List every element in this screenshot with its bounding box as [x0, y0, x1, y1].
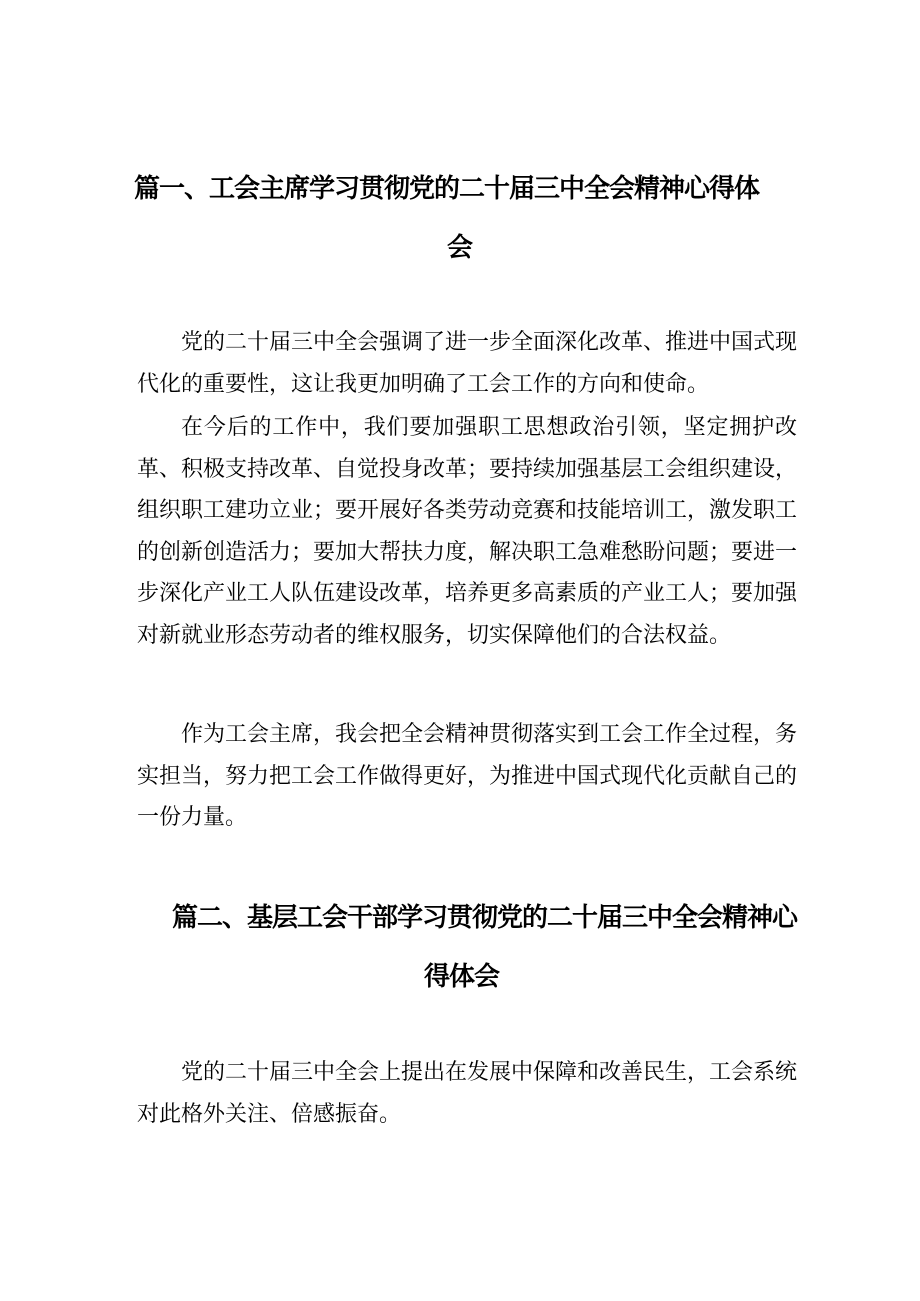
section-2-paragraph-1: 党的二十届三中全会上提出在发展中保障和改善民生，工会系统对此格外关注、倍感振奋。 [137, 1060, 798, 1127]
section-1-paragraph-1: 党的二十届三中全会强调了进一步全面深化改革、推进中国式现代化的重要性，这让我更加明确了工会工作的方向和使命。 [137, 330, 798, 397]
section-1-paragraph-2: 在今后的工作中，我们要加强职工思想政治引领，坚定拥护改革、积极支持改革、自觉投身改革；要持续加强基层工会组织建设，组织职工建功立业；要开展好各类劳动竞赛和技能培训工，激发职工的创新创造活力；要加大帮扶力度，解决职工急难愁盼问题；要进一步深化产业工人队伍建设改革，培养更多高素质的产业工人；要加强对新就业形态劳动者的维权服务，切实保障他们的合法权益。 [137, 415, 798, 648]
section-1-title-line-2: 会 [447, 233, 473, 263]
section-2-title-line-1: 篇二、基层工会干部学习贯彻党的二十届三中全会精神心 [172, 903, 798, 933]
section-2-title-line-2: 得体会 [424, 962, 500, 992]
section-1-title-line-1: 篇一、工会主席学习贯彻党的二十届三中全会精神心得体 [134, 174, 760, 204]
section-1-paragraph-3: 作为工会主席，我会把全会精神贯彻落实到工会工作全过程，务实担当，努力把工会工作做得更好，为推进中国式现代化贡献自己的一份力量。 [137, 722, 798, 830]
